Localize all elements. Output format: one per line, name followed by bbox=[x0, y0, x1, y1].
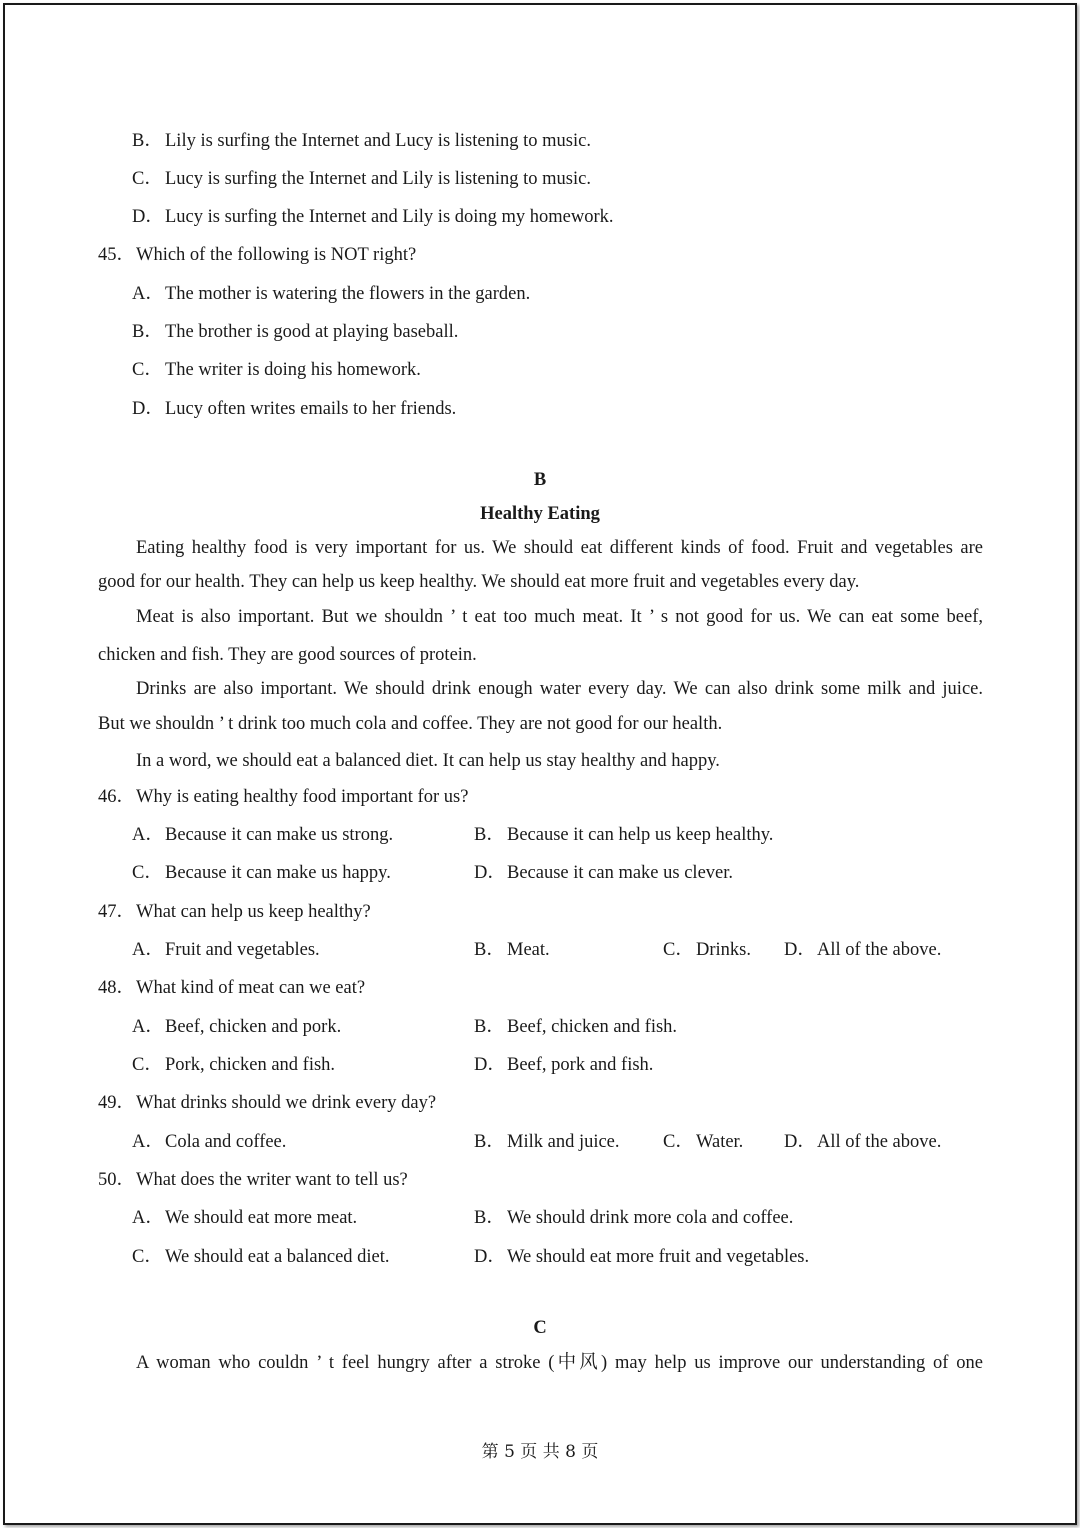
q50-option-d: D．We should eat more fruit and vegetables. bbox=[474, 1247, 810, 1267]
q46-stem: 46．Why is eating healthy food important for us? bbox=[98, 787, 469, 807]
q44-option-d: D．Lucy is surfing the Internet and Lily is doing my homework. bbox=[132, 207, 614, 227]
passage-title: Healthy Eating bbox=[480, 504, 600, 524]
q45-option-b: B． The brother is good at playing baseball. bbox=[132, 322, 459, 342]
passage-c-line1: A woman who couldn ’ t feel hungry after a stroke (中风) may help us improve our understanding of one bbox=[136, 1353, 983, 1373]
q49-stem: 49．What drinks should we drink every day? bbox=[98, 1093, 437, 1113]
passage-p1-line2: good for our health. They can help us keep healthy. We should eat more fruit and vegetables every day. bbox=[98, 572, 860, 592]
passage-p3-line1: Drinks are also important. We should drink enough water every day. We can also drink some milk and juice. bbox=[136, 679, 983, 699]
passage-p3-line2: But we shouldn ’ t drink too much cola and coffee. They are not good for our health. bbox=[98, 714, 723, 734]
q47-option-c: C． Drinks. bbox=[663, 940, 751, 960]
passage-p2-line1: Meat is also important. But we shouldn ’ t eat too much meat. It ’ s not good for us. We can eat some beef, bbox=[136, 607, 983, 627]
q49-option-b: B． Milk and juice. bbox=[474, 1132, 620, 1152]
q46-option-a: A．Because it can make us strong. bbox=[132, 825, 394, 845]
q50-stem: 50．What does the writer want to tell us? bbox=[98, 1170, 408, 1190]
q48-stem: 48．What kind of meat can we eat? bbox=[98, 978, 366, 998]
q45-option-d: D．Lucy often writes emails to her friends. bbox=[132, 399, 457, 419]
q50-option-a: A．We should eat more meat. bbox=[132, 1208, 358, 1228]
q50-option-b: B． We should drink more cola and coffee. bbox=[474, 1208, 794, 1228]
q47-option-a: A．Fruit and vegetables. bbox=[132, 940, 320, 960]
q46-option-c: C． Because it can make us happy. bbox=[132, 863, 391, 883]
q48-option-d: D．Beef, pork and fish. bbox=[474, 1055, 654, 1075]
q45-option-c: C． The writer is doing his homework. bbox=[132, 360, 421, 380]
page-footer: 第 5 页 共 8 页 bbox=[481, 1442, 599, 1462]
q49-option-d: D．All of the above. bbox=[784, 1132, 942, 1152]
q48-option-b: B． Beef, chicken and fish. bbox=[474, 1017, 678, 1037]
q47-option-b: B． Meat. bbox=[474, 940, 550, 960]
section-b-label: B bbox=[533, 470, 547, 490]
q48-option-a: A．Beef, chicken and pork. bbox=[132, 1017, 342, 1037]
q46-option-b: B． Because it can help us keep healthy. bbox=[474, 825, 774, 845]
q48-option-c: C． Pork, chicken and fish. bbox=[132, 1055, 336, 1075]
q47-option-d: D．All of the above. bbox=[784, 940, 942, 960]
q46-option-d: D．Because it can make us clever. bbox=[474, 863, 734, 883]
q50-option-c: C． We should eat a balanced diet. bbox=[132, 1247, 390, 1267]
section-c-label: C bbox=[533, 1318, 547, 1338]
passage-p1-line1: Eating healthy food is very important for us. We should eat different kinds of food. Fruit and vegetables are bbox=[136, 538, 983, 558]
q44-option-c: C． Lucy is surfing the Internet and Lily is listening to music. bbox=[132, 169, 591, 189]
passage-p2-line2: chicken and fish. They are good sources of protein. bbox=[98, 645, 477, 665]
q45-option-a: A．The mother is watering the flowers in the garden. bbox=[132, 284, 531, 304]
q44-option-b: B． Lily is surfing the Internet and Lucy is listening to music. bbox=[132, 131, 591, 151]
q47-stem: 47．What can help us keep healthy? bbox=[98, 902, 371, 922]
q49-option-a: A．Cola and coffee. bbox=[132, 1132, 287, 1152]
q49-option-c: C． Water. bbox=[663, 1132, 744, 1152]
passage-p4: In a word, we should eat a balanced diet. It can help us stay healthy and happy. bbox=[136, 751, 720, 771]
q45-stem: 45．Which of the following is NOT right? bbox=[98, 245, 417, 265]
